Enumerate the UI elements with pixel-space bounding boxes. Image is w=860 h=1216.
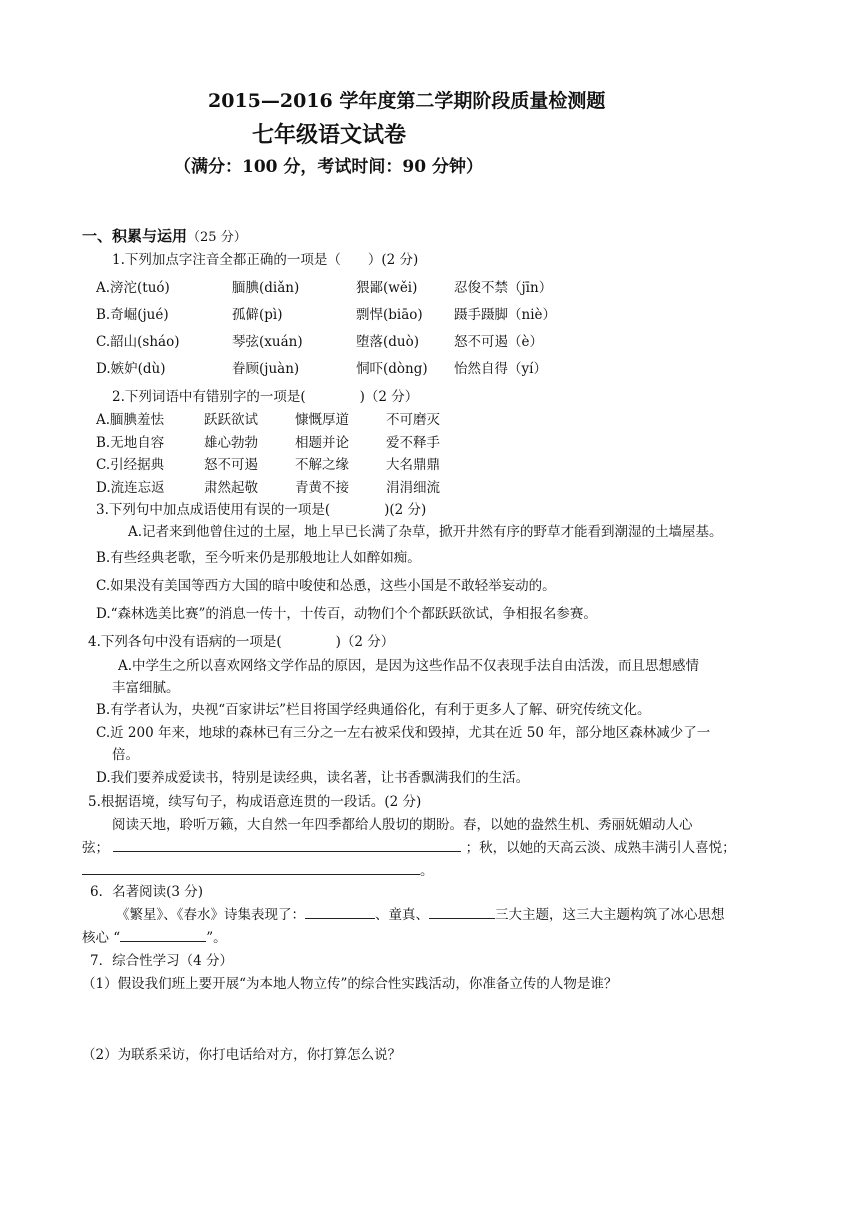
q2-option-cell: 跃跃欲试 <box>204 412 258 428</box>
q1-option-cell: 猥鄙(wěi) <box>356 280 418 296</box>
q5-context-line2 <box>82 836 736 856</box>
q6-line1 <box>116 903 725 923</box>
q5-text: 弦； <box>82 840 109 856</box>
exam-subtitle: 七年级语文试卷 <box>252 122 407 148</box>
q7-part1: （1）假设我们班上要开展“为本地人物立传”的综合性实践活动，你准备立传的人物是谁？ <box>82 976 618 992</box>
q3-option-c: C.如果没有美国等西方大国的暗中唆使和怂恿，这些小国是不敢轻举妄动的。 <box>96 578 556 594</box>
section-heading <box>82 225 247 246</box>
q2-option-cell: 涓涓细流 <box>386 480 440 496</box>
q3-stem: 3.下列句中加点成语使用有误的一项是( )(2 分) <box>96 502 427 518</box>
q5-answer-blank-1[interactable] <box>113 839 461 852</box>
q2-option-cell: A.腼腆羞怯 <box>96 412 165 428</box>
q3-option-a: A.记者来到他曾住过的土屋，地上早已长满了杂草，掀开井然有序的野草才能看到潮湿的土墙屋基。 <box>128 524 723 540</box>
q2-option-cell: 不解之缘 <box>295 457 349 473</box>
exam-info: （满分：100 分，考试时间：90 分钟） <box>174 157 483 177</box>
q1-option-cell: 忍俊不禁（jīn） <box>454 280 553 296</box>
q4-stem: 4.下列各句中没有语病的一项是( )（2 分） <box>88 634 395 650</box>
q3-option-b: B.有些经典老歌，至今听来仍是那般地让人如醉如痴。 <box>96 550 421 566</box>
section-points: （25 分） <box>187 230 247 245</box>
q6-answer-blank-2[interactable] <box>429 906 495 919</box>
q2-option-cell: 肃然起敬 <box>204 480 258 496</box>
q1-option-cell: B.奇崛(jué) <box>96 307 169 323</box>
q1-option-cell: 怒不可遏（è） <box>454 334 543 350</box>
q2-option-cell: 青黄不接 <box>295 480 349 496</box>
q4-option-a-cont: 丰富细腻。 <box>112 680 180 696</box>
q2-option-cell: 相题并论 <box>295 435 349 451</box>
q1-option-cell: 堕落(duò) <box>356 334 419 350</box>
q3-option-d: D.“森林选美比赛”的消息一传十，十传百，动物们个个都跃跃欲试，争相报名参赛。 <box>96 606 597 622</box>
q1-option-cell: 剽悍(biāo) <box>356 307 423 323</box>
q4-option-b: B.有学者认为，央视“百家讲坛”栏目将国学经典通俗化，有利于更多人了解、研究传统文化。 <box>96 702 651 718</box>
q7-stem: 7．综合性学习（4 分） <box>90 953 233 969</box>
q2-stem: 2.下列词语中有错别字的一项是( )（2 分） <box>112 389 419 405</box>
q5-answer-blank-2[interactable] <box>82 862 420 875</box>
q6-text: 《繁星》、《春水》诗集表现了： <box>116 907 305 923</box>
q6-line2 <box>82 926 227 946</box>
q4-option-d: D.我们要养成爱读书，特别是读经典，读名著，让书香飘满我们的生活。 <box>96 770 530 786</box>
q2-option-cell: C.引经据典 <box>96 457 165 473</box>
q6-text: ”。 <box>206 930 227 946</box>
q2-option-cell: 爱不释手 <box>386 435 440 451</box>
q5-text: ；秋，以她的天高云淡、成熟丰满引人喜悦； <box>465 840 736 856</box>
q2-option-cell: D.流连忘返 <box>96 480 165 496</box>
q1-option-cell: 琴弦(xuán) <box>232 334 303 350</box>
q4-option-c: C.近 200 年来，地球的森林已有三分之一左右被采伐和毁掉，尤其在近 50 年，部分地区森林减少了一 <box>96 725 711 741</box>
q5-stem: 5.根据语境，续写句子，构成语意连贯的一段话。(2 分) <box>88 794 422 810</box>
q2-option-cell: 大名鼎鼎 <box>386 457 440 473</box>
q6-answer-blank-3[interactable] <box>120 929 206 942</box>
q6-text: 、童真、 <box>375 907 429 923</box>
q1-option-cell: 恫吓(dòng) <box>356 361 428 377</box>
q1-option-cell: C.韶山(sháo) <box>96 334 180 350</box>
q6-text: 核心 “ <box>82 930 121 946</box>
q2-option-cell: 雄心勃勃 <box>204 435 258 451</box>
q5-context-line: 阅读天地，聆听万籁，大自然一年四季都给人殷切的期盼。春，以她的盎然生机、秀丽妩媚动人心 <box>112 817 693 833</box>
q1-option-cell: 蹑手蹑脚（niè） <box>454 307 557 323</box>
q2-option-cell: 不可磨灭 <box>386 412 440 428</box>
q1-option-cell: A.滂沱(tuó) <box>96 280 170 296</box>
exam-title: 2015—2016 学年度第二学期阶段质量检测题 <box>208 90 606 112</box>
q5-answer-line3 <box>82 859 434 879</box>
q4-option-a: A.中学生之所以喜欢网络文学作品的原因，是因为这些作品不仅表现手法自由活泼，而且思想感情 <box>118 658 700 674</box>
q5-text: 。 <box>420 863 434 879</box>
q1-option-cell: 怡然自得（yí） <box>454 361 547 377</box>
section-label: 一、积累与运用 <box>82 227 188 245</box>
q1-option-cell: 腼腆(diǎn) <box>232 280 300 296</box>
q6-answer-blank-1[interactable] <box>305 906 375 919</box>
q2-option-cell: 怒不可遏 <box>204 457 258 473</box>
q1-option-cell: 孤僻(pì) <box>232 307 283 323</box>
q6-text: 三大主题，这三大主题构筑了冰心思想 <box>495 907 725 923</box>
q1-option-cell: D.嫉妒(dù) <box>96 361 166 377</box>
q4-option-c-cont: 倍。 <box>112 747 139 763</box>
q1-stem: 1.下列加点字注音全都正确的一项是（ ）(2 分) <box>112 252 419 268</box>
q2-option-cell: B.无地自容 <box>96 435 165 451</box>
q2-option-cell: 慷慨厚道 <box>295 412 349 428</box>
q7-part2: （2）为联系采访，你打电话给对方，你打算怎么说？ <box>82 1047 402 1063</box>
q6-stem: 6．名著阅读(3 分) <box>90 884 204 900</box>
q1-option-cell: 眷顾(juàn) <box>232 361 300 377</box>
